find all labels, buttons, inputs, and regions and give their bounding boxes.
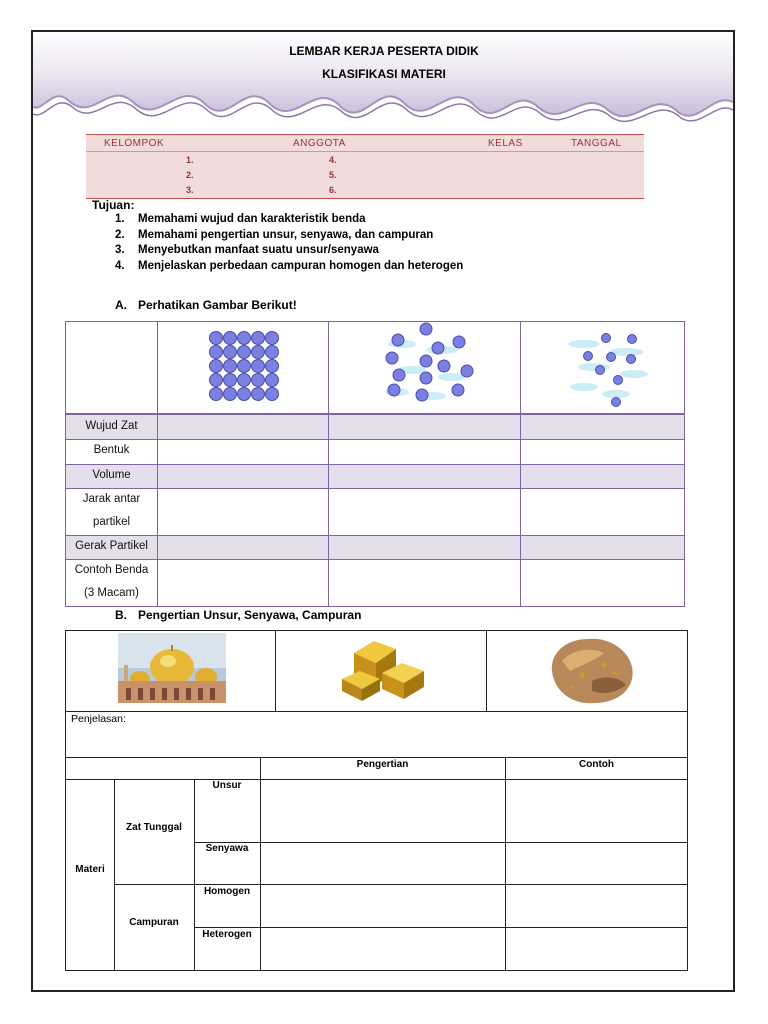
zat-tunggal-label: Zat Tunggal <box>126 822 182 833</box>
table-line <box>260 757 261 970</box>
campuran-label: Campuran <box>129 917 179 928</box>
row-label-bentuk: Bentuk <box>93 444 130 456</box>
table-line <box>66 488 684 489</box>
tujuan-item: 1. Memahami wujud dan karakteristik benda <box>115 213 366 225</box>
table-line <box>505 757 506 970</box>
member-number: 4. <box>329 155 337 165</box>
table-line <box>66 559 684 560</box>
row-shade <box>66 415 684 439</box>
gas-particles-image <box>564 322 654 410</box>
row-label-3-macam: (3 Macam) <box>84 587 139 599</box>
table-line <box>66 535 684 536</box>
gold-bars-image <box>334 635 429 705</box>
worksheet-subtitle: KLASIFIKASI MATERI <box>322 67 446 81</box>
heterogen-label: Heterogen <box>202 929 252 940</box>
penjelasan-label: Penjelasan: <box>71 713 126 725</box>
row-shade <box>66 464 684 488</box>
row-label-partikel: partikel <box>92 516 131 528</box>
liquid-particles-image <box>372 322 478 408</box>
row-label-wujud-zat: Wujud Zat <box>85 420 138 432</box>
table-line <box>66 464 684 465</box>
section-b-title: B. Pengertian Unsur, Senyawa, Campuran <box>115 608 362 622</box>
table-line <box>114 779 115 970</box>
row-label-gerak-partikel: Gerak Partikel <box>75 540 148 552</box>
row-label-jarak: Jarak antar <box>82 493 141 505</box>
table-line <box>66 757 687 758</box>
homogen-label: Homogen <box>203 886 251 897</box>
senyawa-label: Senyawa <box>205 843 249 854</box>
row-shade <box>66 535 684 559</box>
member-number: 5. <box>329 170 337 180</box>
matter-classification-table <box>65 630 688 971</box>
table-line <box>328 322 329 606</box>
member-number: 6. <box>329 185 337 195</box>
tujuan-item: 3. Menyebutkan manfaat suatu unsur/senyawa <box>115 244 379 256</box>
table-line <box>194 927 687 928</box>
mosque-dome-image <box>118 633 226 703</box>
table-line <box>66 711 687 712</box>
table-line <box>194 779 195 970</box>
member-number: 2. <box>186 170 194 180</box>
tujuan-item: 2. Memahami pengertian unsur, senyawa, dan campuran <box>115 229 434 241</box>
pengertian-header: Pengertian <box>356 759 409 770</box>
worksheet-title: LEMBAR KERJA PESERTA DIDIK <box>289 44 479 58</box>
header-divider <box>86 151 644 152</box>
table-line <box>194 842 687 843</box>
kelompok-header: KELOMPOK <box>104 138 165 149</box>
contoh-header: Contoh <box>579 759 614 770</box>
table-line <box>66 439 684 440</box>
group-info-table <box>86 134 644 199</box>
table-line <box>66 779 687 780</box>
states-of-matter-table <box>65 321 685 607</box>
tujuan-label: Tujuan: <box>92 198 135 212</box>
rock-ore-image <box>542 631 638 707</box>
tujuan-item: 4. Menjelaskan perbedaan campuran homogen dan heterogen <box>115 260 464 272</box>
member-number: 3. <box>186 185 194 195</box>
table-line <box>157 322 158 606</box>
section-a-title: A. Perhatikan Gambar Berikut! <box>115 298 297 312</box>
table-line <box>66 413 684 415</box>
kelas-header: KELAS <box>488 138 523 149</box>
tanggal-header: TANGGAL <box>571 138 622 149</box>
anggota-header: ANGGOTA <box>293 138 346 149</box>
materi-label: Materi <box>75 864 105 875</box>
member-number: 1. <box>186 155 194 165</box>
table-line <box>520 322 521 606</box>
table-line <box>275 631 276 711</box>
row-label-contoh-benda: Contoh Benda <box>74 564 149 576</box>
table-line <box>114 884 687 885</box>
solid-particles-image <box>202 324 292 410</box>
unsur-label: Unsur <box>212 780 242 791</box>
row-label-volume: Volume <box>92 469 131 481</box>
table-line <box>486 631 487 711</box>
